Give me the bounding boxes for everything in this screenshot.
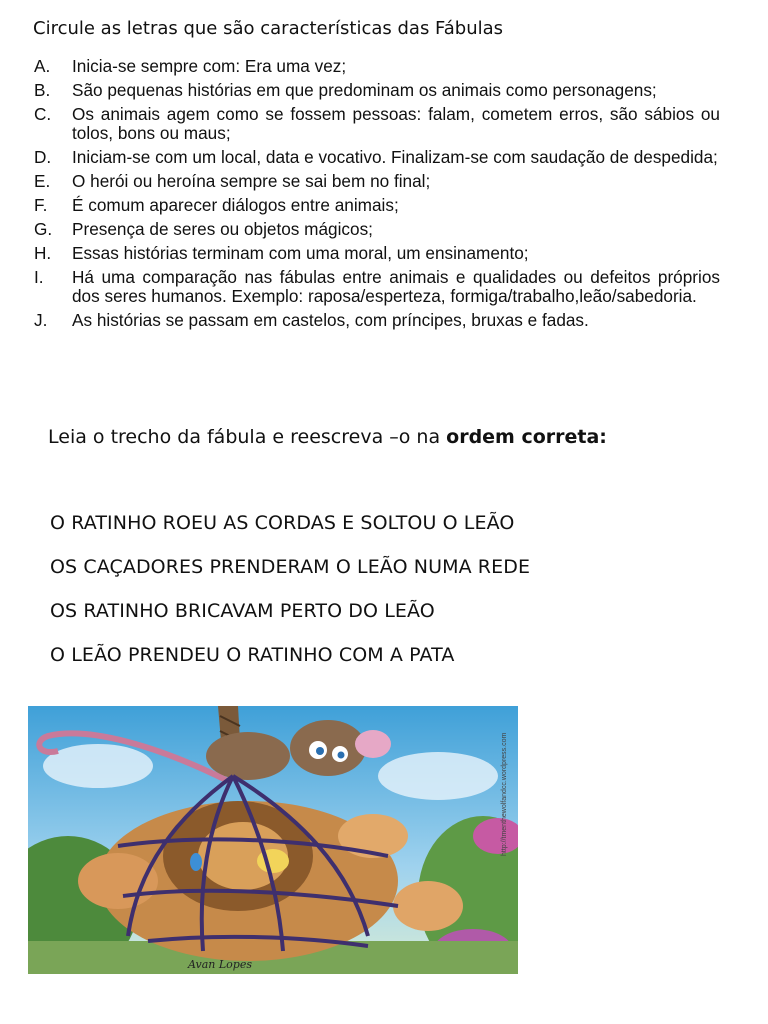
illustration-signature: Avan Lopes: [188, 958, 252, 971]
mouse-head: [290, 720, 366, 776]
option-h[interactable]: [34, 244, 720, 263]
lion-nose: [257, 849, 289, 873]
option-text: O herói ou heroína sempre se sai bem no final;: [72, 171, 431, 191]
option-letter: I.: [34, 267, 44, 287]
option-letter: E.: [34, 171, 51, 191]
mouse-ear: [355, 730, 391, 758]
option-letter: G.: [34, 219, 53, 239]
option-text: É comum aparecer diálogos entre animais;: [72, 195, 399, 215]
option-a[interactable]: [34, 57, 720, 76]
option-d[interactable]: [34, 148, 720, 167]
cloud-shape: [378, 752, 498, 800]
option-j[interactable]: [34, 311, 720, 330]
option-letter: D.: [34, 147, 52, 167]
option-text: São pequenas histórias em que predominam os animais como personagens;: [72, 80, 657, 100]
lion-leg: [393, 881, 463, 931]
instruction-bold: ordem correta:: [446, 426, 607, 448]
option-text: Essas histórias terminam com uma moral, um ensinamento;: [72, 243, 529, 263]
option-e[interactable]: [34, 172, 720, 191]
illustration-watermark: http://tmenthewolfandcc.wordpress.com: [501, 732, 508, 856]
option-c[interactable]: [34, 105, 720, 143]
option-text: Há uma comparação nas fábulas entre animais e qualidades ou defeitos próprios dos seres humanos. Exemplo: raposa/esperteza, formiga/trabalho,leão/sabedoria.: [72, 267, 720, 306]
sentence: O LEÃO PRENDEU O RATINHO COM A PATA: [50, 644, 455, 666]
option-text: As histórias se passam em castelos, com príncipes, bruxas e fadas.: [72, 310, 589, 330]
lion-tear: [190, 853, 202, 871]
option-b[interactable]: [34, 81, 720, 100]
fable-sentences: [50, 512, 530, 688]
sentence: O RATINHO ROEU AS CORDAS E SOLTOU O LEÃO: [50, 512, 515, 534]
option-text: Iniciam-se com um local, data e vocativo. Finalizam-se com saudação de despedida;: [72, 147, 718, 167]
option-text: Os animais agem como se fossem pessoas: falam, cometem erros, são sábios ou tolos, bons ou maus;: [72, 104, 720, 143]
option-text: Presença de seres ou objetos mágicos;: [72, 219, 373, 239]
lion-leg: [78, 853, 158, 909]
sentence: OS RATINHO BRICAVAM PERTO DO LEÃO: [50, 600, 435, 622]
option-letter: J.: [34, 310, 48, 330]
option-letter: H.: [34, 243, 52, 263]
mouse-body: [206, 732, 290, 780]
sentence: OS CAÇADORES PRENDERAM O LEÃO NUMA REDE: [50, 556, 531, 578]
option-letter: B.: [34, 80, 51, 100]
cloud-shape: [43, 744, 153, 788]
option-letter: C.: [34, 104, 52, 124]
worksheet-title: Circule as letras que são características das Fábulas: [33, 18, 504, 39]
option-g[interactable]: [34, 220, 720, 239]
option-letter: A.: [34, 56, 51, 76]
instruction-text: Leia o trecho da fábula e reescreva –o na: [48, 426, 447, 448]
instruction: [48, 426, 607, 448]
option-f[interactable]: [34, 196, 720, 215]
option-text: Inicia-se sempre com: Era uma vez;: [72, 56, 347, 76]
option-letter: F.: [34, 195, 48, 215]
lion-and-mouse-illustration: [28, 706, 518, 974]
option-i[interactable]: [34, 268, 720, 306]
characteristics-list: [34, 57, 720, 335]
